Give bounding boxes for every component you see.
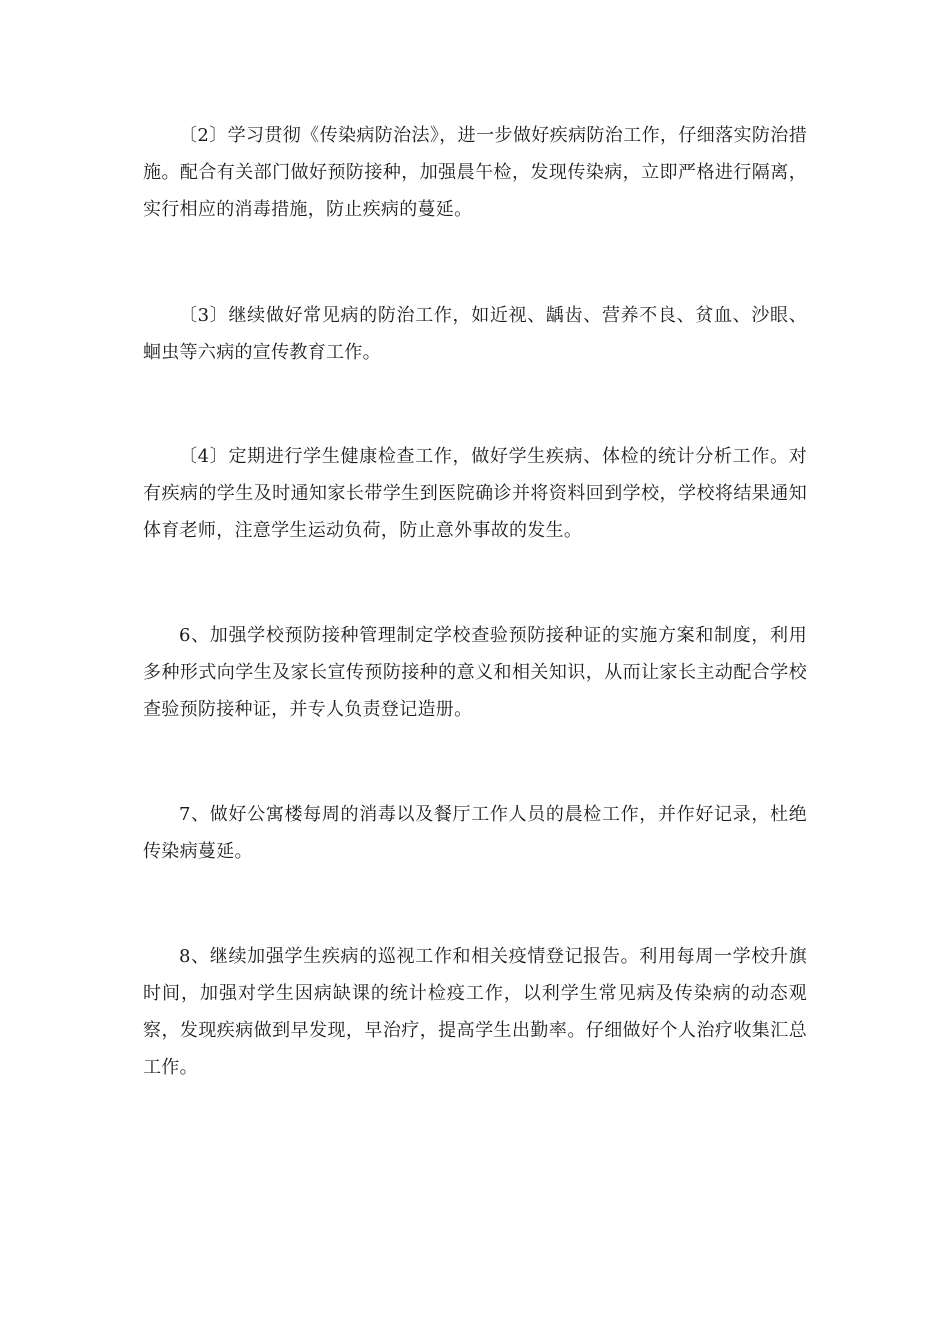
paragraph-dormitory-disinfection: 7、做好公寓楼每周的消毒以及餐厅工作人员的晨检工作，并作好记录，杜绝传染病蔓延。 <box>143 804 807 862</box>
paragraph-health-checkup: 〔4〕定期进行学生健康检查工作，做好学生疾病、体检的统计分析工作。对有疾病的学生及时通知家长带学生到医院确诊并将资料回到学校，学校将结果通知体育老师，注意学生运动负荷，防止意外事故的发生。 <box>143 446 807 541</box>
paragraph-disease-inspection: 8、继续加强学生疾病的巡视工作和相关疫情登记报告。利用每周一学校升旗时间，加强对学生因病缺课的统计检疫工作，以利学生常见病及传染病的动态观察，发现疾病做到早发现，早治疗，提高学生出勤率。仔细做好个人治疗收集汇总工作。 <box>143 946 807 1078</box>
paragraph-vaccination-management: 6、加强学校预防接种管理制定学校查验预防接种证的实施方案和制度，利用多种形式向学生及家长宣传预防接种的意义和相关知识，从而让家长主动配合学校查验预防接种证，并专人负责登记造册。 <box>143 625 807 720</box>
paragraph-common-diseases: 〔3〕继续做好常见病的防治工作，如近视、龋齿、营养不良、贫血、沙眼、蛔虫等六病的宣传教育工作。 <box>143 305 807 363</box>
paragraph-infectious-disease-law: 〔2〕学习贯彻《传染病防治法》，进一步做好疾病防治工作，仔细落实防治措施。配合有关部门做好预防接种，加强晨午检，发现传染病，立即严格进行隔离，实行相应的消毒措施，防止疾病的蔓延。 <box>143 125 807 220</box>
